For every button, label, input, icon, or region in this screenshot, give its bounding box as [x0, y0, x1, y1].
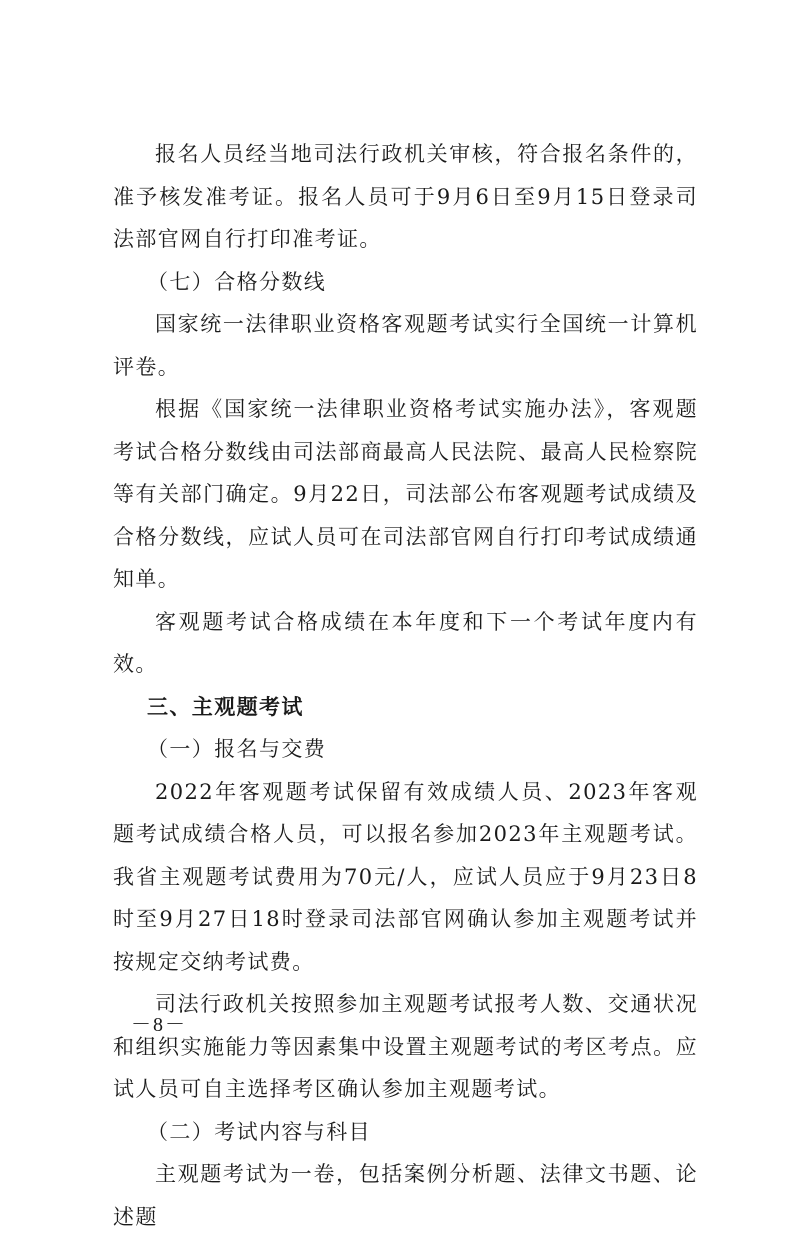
paragraph-score-validity: 客观题考试合格成绩在本年度和下一个考试年度内有效。: [113, 609, 698, 676]
paragraph-exam-format: 主观题考试为一卷，包括案例分析题、法律文书题、论述题: [113, 1162, 698, 1229]
section-heading-subjective-exam: 三、主观题考试: [147, 694, 304, 719]
subheading-passing-score: （七）合格分数线: [147, 269, 327, 294]
subheading-exam-content: （二）考试内容与科目: [147, 1119, 371, 1144]
paragraph-admission-ticket: 报名人员经当地司法行政机关审核，符合报名条件的，准予核发准考证。报名人员可于9月6日至9月15日登录司法部官网自行打印准考证。: [113, 142, 698, 251]
paragraph-exam-venues: 司法行政机关按照参加主观题考试报考人数、交通状况和组织实施能力等因素集中设置主观题考试的考区考点。应试人员可自主选择考区确认参加主观题考试。: [113, 992, 698, 1101]
page-number: －8－: [131, 1014, 187, 1036]
paragraph-computer-grading: 国家统一法律职业资格客观题考试实行全国统一计算机评卷。: [113, 312, 698, 379]
subheading-registration-fee: （一）报名与交费: [147, 737, 327, 761]
paragraph-passing-score-rules: 根据《国家统一法律职业资格考试实施办法》，客观题考试合格分数线由司法部商最高人民法院、最高人民检察院等有关部门确定。9月22日，司法部公布客观题考试成绩及合格分数线，应试人员可在司法部官网自行打印考试成绩通知单。: [113, 397, 698, 591]
document-body: [113, 133, 698, 1238]
paragraph-registration-eligibility: 2022年客观题考试保留有效成绩人员、2023年客观题考试成绩合格人员，可以报名参加2023年主观题考试。我省主观题考试费用为70元/人，应试人员应于9月23日8时至9月27日18时登录司法部官网确认参加主观题考试并按规定交纳考试费。: [113, 779, 698, 974]
